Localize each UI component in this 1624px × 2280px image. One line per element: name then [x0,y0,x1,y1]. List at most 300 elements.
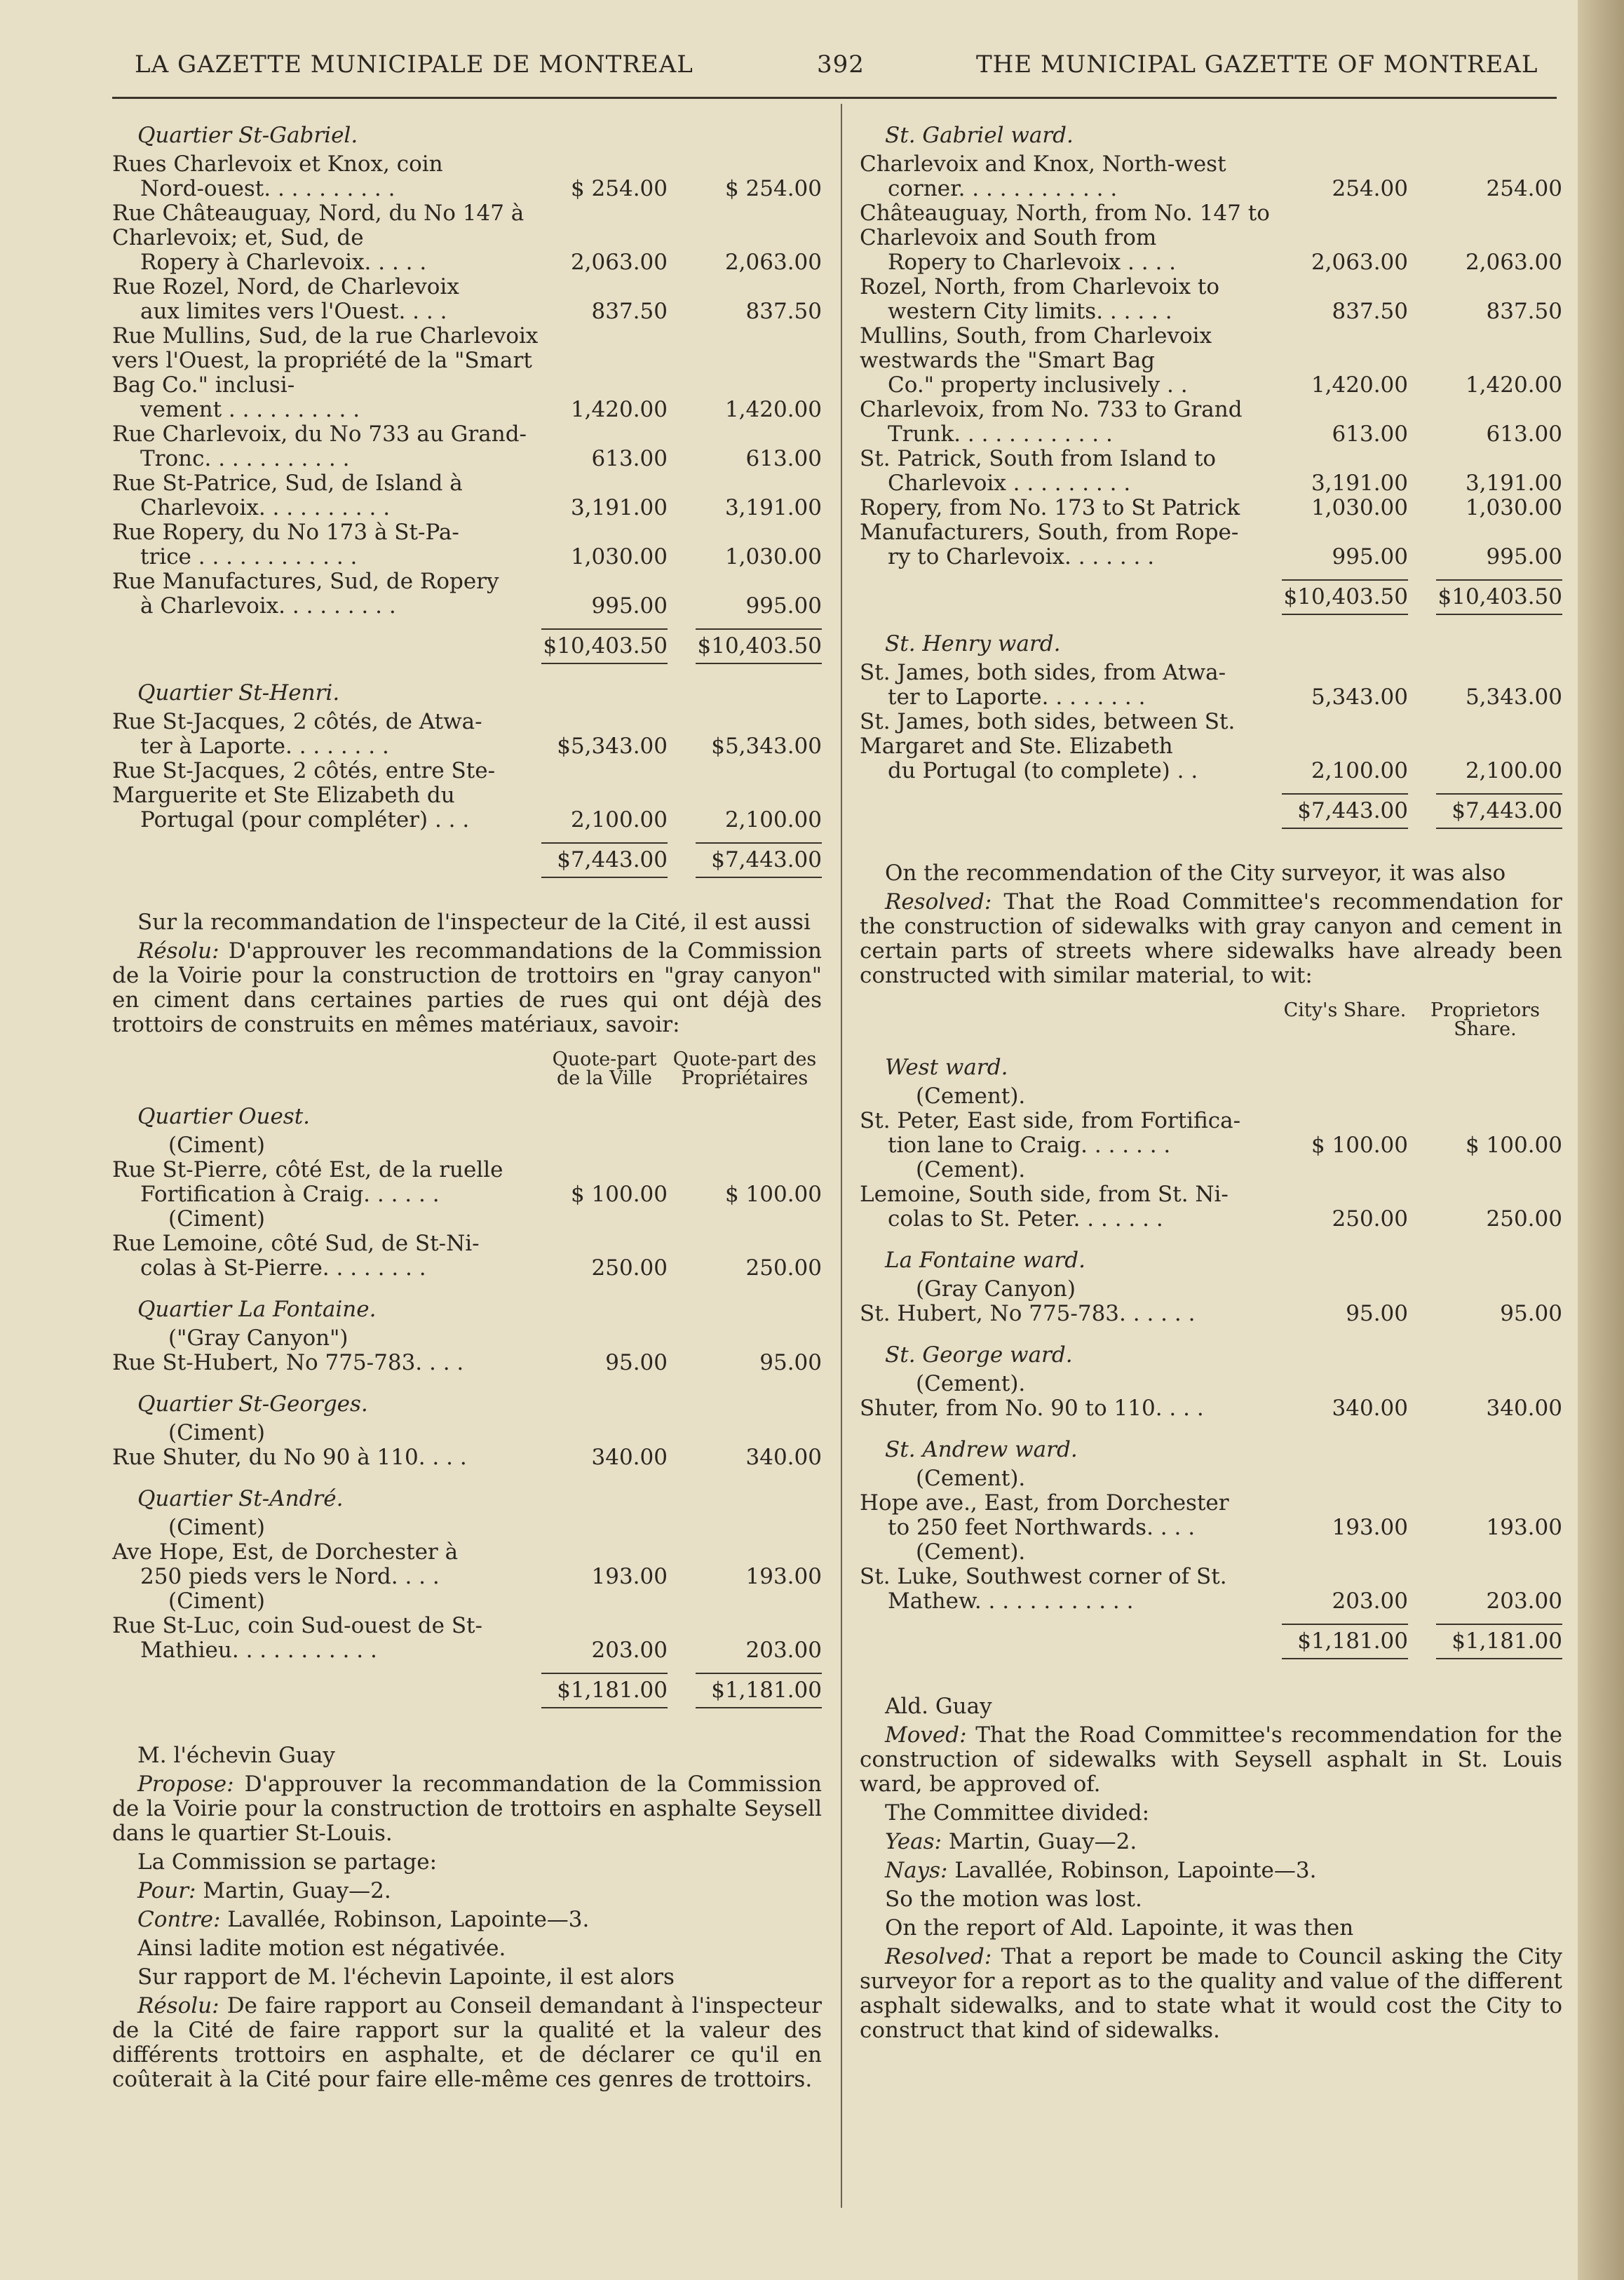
paragraph [860,1830,1562,1854]
row-description [112,1540,541,1589]
paragraph [860,861,1562,886]
row-line-1: St. James, both sides, between St. Margaret and Ste. Elizabeth [860,709,1236,759]
table-row [860,1491,1562,1540]
row-line-1: Rozel, North, from Charlevoix to [860,274,1220,299]
row-line-1: Rue St-Hubert, No 775-783. . . . [112,1350,464,1375]
row-description [860,1109,1282,1158]
paragraph-lead: Pour: [137,1878,196,1903]
paragraph [112,1936,822,1961]
total-owner-wrap [668,842,822,878]
city-share-value: 203.00 [591,1638,668,1663]
total-owner: $10,403.50 [1436,579,1562,615]
section-title: West ward. [885,1055,1008,1080]
material-note: (Cement). [916,1371,1026,1396]
table-row [860,398,1562,447]
paragraph-text: Lavallée, Robinson, Lapointe—3. [954,1858,1317,1883]
city-share-value: 250.00 [591,1255,668,1281]
row-line-2: colas to St. Peter. . . . . . . [888,1206,1163,1232]
row-line-2: ry to Charlevoix. . . . . . . [888,544,1155,569]
paragraph-text: Martin, Guay—2. [948,1829,1137,1854]
spacer [112,1708,822,1739]
row-description [112,569,541,619]
row-line-1: Rue Shuter, du No 90 à 110. . . . [112,1445,467,1470]
paragraph [860,1916,1562,1941]
row-line-1: Hope ave., East, from Dorchester [860,1490,1229,1516]
total-owner: $7,443.00 [1436,793,1562,829]
table-row [860,1396,1562,1421]
row-line-2: du Portugal (to complete) . . [888,758,1198,783]
row-line-1: Rue Rozel, Nord, de Charlevoix [112,274,459,299]
paragraph-text: Martin, Guay—2. [203,1878,391,1903]
row-description [860,710,1282,783]
paragraph [112,1850,822,1875]
row-description [860,1396,1282,1421]
row-description [112,1445,541,1470]
row-line-1: St. Hubert, No 775-783. . . . . . [860,1301,1196,1326]
table-row [112,759,822,832]
table-row [860,496,1562,520]
city-share-value: 5,343.00 [1311,684,1408,710]
section-title: St. Gabriel ward. [885,123,1074,148]
city-share-value: $5,343.00 [557,734,668,759]
row-line-2: ter to Laporte. . . . . . . . [888,684,1146,710]
owner-share-value: 193.00 [1486,1515,1562,1540]
city-share-value: 193.00 [1332,1515,1408,1540]
owner-share-value: $ 100.00 [1465,1133,1562,1158]
city-share-value: 250.00 [1332,1206,1408,1232]
paragraph-lead: Contre: [137,1907,221,1932]
page-edge [1578,0,1624,2280]
row-line-2: Mathieu. . . . . . . . . . . [140,1638,377,1663]
row-line-1: St. James, both sides, from Atwa- [860,660,1226,685]
row-description [860,201,1282,275]
paragraph [860,1801,1562,1826]
material-note: (Cement). [916,1157,1026,1182]
total-city: $1,181.00 [541,1673,668,1708]
row-line-2: to 250 feet Northwards. . . . [888,1515,1196,1540]
table-row [860,520,1562,569]
owner-share-value: 613.00 [1486,421,1562,447]
paragraph-text: That the Road Committee's recommendation for the construction of sidewalks with gray canyon and cement in certain parts of streets where sidewalks have already been constructed with similar material, to wit: [860,889,1562,988]
total-city: $7,443.00 [541,842,668,878]
paragraph-lead: Yeas: [885,1829,942,1854]
table-row [860,1565,1562,1614]
row-line-2: Tronc. . . . . . . . . . . [140,446,350,471]
row-description [112,1158,541,1207]
owner-share-value: 2,100.00 [724,807,822,832]
table-row [860,447,1562,496]
owner-share-value: $5,343.00 [711,734,822,759]
material-note: (Ciment) [168,1588,265,1614]
row-description [860,398,1282,447]
table-row [860,710,1562,783]
row-description [112,1614,541,1663]
paragraph [112,939,822,1037]
owner-share-value: $ 254.00 [724,176,822,201]
row-description [860,661,1282,710]
city-share-value: 1,420.00 [1311,372,1408,398]
city-share-value: 203.00 [1332,1588,1408,1614]
paragraph-text: Lavallée, Robinson, Lapointe—3. [227,1907,590,1932]
section-title: St. Andrew ward. [885,1437,1078,1462]
paragraph-text: D'approuver les recommandations de la Commission de la Voirie pour la construction de trottoirs en "gray canyon" en ciment dans certaines parties de rues qui ont déjà des trottoirs de construits en mêmes matériaux, savoir: [112,938,822,1037]
table-row [112,1232,822,1281]
city-share-value: 1,030.00 [1311,495,1408,520]
row-description [112,275,541,324]
row-description [112,710,541,759]
section-title: La Fontaine ward. [885,1248,1085,1273]
row-line-1: Shuter, from No. 90 to 110. . . . [860,1396,1204,1421]
city-share-value: 2,063.00 [1311,250,1408,275]
total-row [112,628,822,664]
row-line-2: Fortification à Craig. . . . . . [140,1182,440,1207]
row-line-1: Charlevoix, from No. 733 to Grand [860,397,1243,422]
col-head-city: Quote-part de la Ville [552,1048,657,1089]
row-description [860,1182,1282,1232]
paragraph-lead: Propose: [137,1772,234,1797]
owner-share-value: 613.00 [745,446,822,471]
owner-share-value: 1,420.00 [724,397,822,422]
table-row [860,661,1562,710]
total-city: $10,403.50 [1282,579,1408,615]
table-row [112,1445,822,1470]
row-line-1: Rue Mullins, Sud, de la rue Charlevoix vers l'Ouest, la propriété de la "Smart Bag Co." inclusi- [112,323,539,398]
table-row [860,275,1562,324]
paragraph-text: Sur la recommandation de l'inspecteur de la Cité, il est aussi [137,910,811,935]
city-share-value: 2,100.00 [1311,758,1408,783]
material-note: ("Gray Canyon") [168,1325,349,1351]
row-line-1: Rue St-Jacques, 2 côtés, de Atwa- [112,709,482,734]
total-owner-wrap [668,1673,822,1708]
row-description [112,520,541,569]
row-line-2: Ropery to Charlevoix . . . . [888,250,1177,275]
row-line-1: Mullins, South, from Charlevoix westwards the "Smart Bag [860,323,1212,373]
owner-share-value: 340.00 [745,1445,822,1470]
row-line-1: St. Luke, Southwest corner of St. [860,1564,1227,1589]
material-note: (Ciment) [168,1206,265,1232]
paragraph-text: D'approuver la recommandation de la Commission de la Voirie pour la construction de trottoirs en asphalte Seysell dans le quartier St-Louis. [112,1772,822,1846]
row-line-1: Rue St-Patrice, Sud, de Island à [112,471,463,496]
row-line-1: Manufacturers, South, from Rope- [860,520,1239,545]
material-note: (Cement). [916,1084,1026,1109]
city-share-value: 1,420.00 [570,397,668,422]
paragraph-text: That a report be made to Council asking the City surveyor for a report as to the quality and value of the different asphalt sidewalks, and to state what it would cost the City to construct that kind of sidewalks. [860,1944,1562,2043]
city-share-value: 1,030.00 [570,544,668,569]
row-line-2: 250 pieds vers le Nord. . . . [140,1564,440,1589]
table-row [112,275,822,324]
city-share-value: 613.00 [1332,421,1408,447]
row-line-2: Nord-ouest. . . . . . . . . . [140,176,395,201]
owner-share-value: 203.00 [745,1638,822,1663]
row-description [860,275,1282,324]
row-line-2: Co." property inclusively . . [888,372,1188,398]
paragraph [860,890,1562,988]
page-number: 392 [817,50,865,79]
row-line-1: Rue St-Pierre, côté Est, de la ruelle [112,1157,503,1182]
city-share-value: 995.00 [591,593,668,619]
row-line-2: Ropery, from No. 173 to St Patrick [860,495,1240,520]
city-share-value: $ 100.00 [570,1182,668,1207]
table-row [112,1351,822,1375]
owner-share-value: 340.00 [1486,1396,1562,1421]
row-line-1: Châteauguay, North, from No. 147 to Charlevoix and South from [860,201,1270,250]
row-line-2: Mathew. . . . . . . . . . . . [888,1588,1134,1614]
row-line-1: Rue St-Jacques, 2 côtés, entre Ste-Marguerite et Ste Elizabeth du [112,758,496,808]
row-line-1: Lemoine, South side, from St. Ni- [860,1182,1229,1207]
row-description [112,471,541,520]
header-rule [112,97,1557,99]
owner-share-value: $ 100.00 [724,1182,822,1207]
city-share-value: 3,191.00 [570,495,668,520]
paragraph [112,1879,822,1903]
total-row [112,842,822,878]
table-row [112,422,822,471]
paragraph [112,1994,822,2092]
paragraph-lead: Résolu: [137,938,219,964]
row-line-2: colas à St-Pierre. . . . . . . . [140,1255,426,1281]
paragraph [860,1887,1562,1912]
table-row [112,152,822,201]
owner-share-value: 995.00 [1486,544,1562,569]
row-description [860,520,1282,569]
row-line-1: St. Patrick, South from Island to [860,446,1217,471]
total-row [112,1673,822,1708]
row-line-2: à Charlevoix. . . . . . . . . [140,593,396,619]
material-note: (Ciment) [168,1133,265,1158]
row-description [112,152,541,201]
french-column [112,105,822,2092]
owner-share-value: 95.00 [1500,1301,1562,1326]
material-note: (Ciment) [168,1515,265,1540]
total-city: $10,403.50 [541,628,668,664]
col-head-owner: Proprietors Share. [1430,999,1540,1040]
row-line-2: Charlevoix. . . . . . . . . . [140,495,391,520]
paragraph-text: Ald. Guay [885,1694,992,1719]
paragraph [112,1908,822,1932]
paragraph [112,910,822,935]
section-title: Quartier Ouest. [137,1104,311,1129]
row-description [860,1302,1282,1326]
section-title: Quartier St-Henri. [137,680,340,706]
owner-share-value: 5,343.00 [1465,684,1562,710]
city-share-value: 193.00 [591,1564,668,1589]
paragraph [112,1772,822,1846]
table-row [860,324,1562,398]
material-note: (Gray Canyon) [916,1276,1076,1302]
city-share-value: 95.00 [1346,1301,1408,1326]
table-row [860,1109,1562,1158]
paragraph-text: So the motion was lost. [885,1887,1142,1912]
paragraph-lead: Nays: [885,1858,948,1883]
section-title: St. George ward. [885,1342,1073,1368]
spacer [860,1659,1562,1690]
material-note: (Cement). [916,1466,1026,1491]
paragraph [860,1859,1562,1883]
owner-share-value: 837.50 [1486,299,1562,324]
section-title: Quartier La Fontaine. [137,1297,377,1322]
row-description [860,447,1282,496]
row-description [860,1491,1282,1540]
total-owner: $1,181.00 [696,1673,822,1708]
row-line-1: Rue Châteauguay, Nord, du No 147 à Charlevoix; et, Sud, de [112,201,525,250]
total-row [860,1624,1562,1659]
city-share-value: $ 100.00 [1311,1133,1408,1158]
row-line-1: Rue Charlevoix, du No 733 au Grand- [112,421,527,447]
paragraph-text: M. l'échevin Guay [137,1743,335,1768]
city-share-value: 3,191.00 [1311,471,1408,496]
total-owner-wrap [1408,793,1562,829]
owner-share-value: 250.00 [745,1255,822,1281]
table-row [112,471,822,520]
row-line-2: Trunk. . . . . . . . . . . . [888,421,1113,447]
paragraph-text: On the report of Ald. Lapointe, it was then [885,1915,1354,1941]
paragraph-text: Ainsi ladite motion est négativée. [137,1936,506,1961]
paragraph-text: De faire rapport au Conseil demandant à l'inspecteur de la Cité de faire rapport sur la qualité et la valeur des différents trottoirs en asphalte, et de déclarer ce qu'il en coûterait à la Cité pour faire elle-même ces genres de trottoirs. [112,1993,822,2092]
total-row [860,579,1562,615]
table-row [112,1614,822,1663]
row-line-1: Rue Lemoine, côté Sud, de St-Ni- [112,1231,480,1256]
spacer [860,829,1562,857]
row-line-1: St. Peter, East side, from Fortifica- [860,1108,1241,1133]
table-row [112,520,822,569]
paragraph-text: On the recommendation of the City surveyor, it was also [885,861,1506,886]
total-owner-wrap [1408,579,1562,615]
row-line-2: Portugal (pour compléter) . . . [140,807,470,832]
total-row [860,793,1562,829]
row-line-2: aux limites vers l'Ouest. . . . [140,299,447,324]
total-owner: $10,403.50 [696,628,822,664]
table-row [860,1182,1562,1232]
column-divider [841,104,842,2208]
row-description [112,324,541,422]
row-line-1: Rue St-Luc, coin Sud-ouest de St- [112,1613,482,1638]
paragraph-text: The Committee divided: [885,1800,1150,1826]
paragraph [112,1965,822,1990]
section-title: St. Henry ward. [885,631,1061,656]
section-title: Quartier St-André. [137,1486,344,1511]
row-line-2: trice . . . . . . . . . . . . [140,544,358,569]
city-share-value: $ 254.00 [570,176,668,201]
city-share-value: 2,063.00 [570,250,668,275]
owner-share-value: 2,063.00 [1465,250,1562,275]
row-line-2: vement . . . . . . . . . . [140,397,360,422]
table-row [860,152,1562,201]
table-row [112,710,822,759]
row-line-2: corner. . . . . . . . . . . . [888,176,1118,201]
row-line-2: ter à Laporte. . . . . . . . [140,734,389,759]
paragraph-lead: Résolu: [137,1993,219,2018]
city-share-value: 340.00 [591,1445,668,1470]
paragraph-text: Sur rapport de M. l'échevin Lapointe, il est alors [137,1964,675,1990]
paragraph-lead: Moved: [885,1722,967,1748]
owner-share-value: 193.00 [745,1564,822,1589]
owner-share-value: 95.00 [759,1350,822,1375]
section-title: Quartier St-Georges. [137,1391,368,1417]
row-line-1: Rue Manufactures, Sud, de Ropery [112,569,499,594]
total-owner-wrap [668,628,822,664]
material-note: (Ciment) [168,1420,265,1445]
owner-share-value: 254.00 [1486,176,1562,201]
material-note: (Cement). [916,1539,1026,1565]
city-share-value: 837.50 [591,299,668,324]
row-description [112,201,541,275]
row-line-2: tion lane to Craig. . . . . . . [888,1133,1171,1158]
table-row [112,1540,822,1589]
total-owner-wrap [1408,1624,1562,1659]
row-description [860,324,1282,398]
owner-share-value: 250.00 [1486,1206,1562,1232]
section-title: Quartier St-Gabriel. [137,123,358,148]
table-row [112,324,822,422]
row-line-1: Charlevoix and Knox, North-west [860,151,1226,177]
col-head-city: City's Share. [1283,999,1407,1021]
row-description [860,496,1282,520]
spacer [112,878,822,906]
row-line-2: Ropery à Charlevoix. . . . . [140,250,427,275]
city-share-value: 995.00 [1332,544,1408,569]
row-description [112,1232,541,1281]
total-city: $7,443.00 [1282,793,1408,829]
table-row [112,569,822,619]
header-right-title: THE MUNICIPAL GAZETTE OF MONTREAL [976,50,1538,79]
owner-share-value: 2,063.00 [724,250,822,275]
table-row [860,1302,1562,1326]
owner-share-value: 3,191.00 [724,495,822,520]
owner-share-value: 2,100.00 [1465,758,1562,783]
paragraph [860,1945,1562,2043]
col-head-owner: Quote-part des Propriétaires [672,1048,817,1089]
owner-share-value: 837.50 [745,299,822,324]
total-city: $1,181.00 [1282,1624,1408,1659]
owner-share-value: 3,191.00 [1465,471,1562,496]
paragraph-lead: Resolved: [885,889,992,915]
paragraph [860,1694,1562,1719]
owner-share-value: 1,420.00 [1465,372,1562,398]
row-line-1: Rue Ropery, du No 173 à St-Pa- [112,520,459,545]
paragraph-lead: Resolved: [885,1944,992,1969]
total-owner: $1,181.00 [1436,1624,1562,1659]
table-row [112,1158,822,1207]
city-share-value: 340.00 [1332,1396,1408,1421]
city-share-value: 95.00 [605,1350,668,1375]
row-description [112,1351,541,1375]
row-description [860,152,1282,201]
paragraph [860,1723,1562,1797]
city-share-value: 2,100.00 [570,807,668,832]
owner-share-value: 203.00 [1486,1588,1562,1614]
city-share-value: 254.00 [1332,176,1408,201]
owner-share-value: 1,030.00 [1465,495,1562,520]
row-description [860,1565,1282,1614]
row-description [112,759,541,832]
paragraph-text: La Commission se partage: [137,1849,438,1875]
row-line-2: Charlevoix . . . . . . . . . [888,471,1131,496]
row-line-1: Rues Charlevoix et Knox, coin [112,151,443,177]
paragraph [112,1743,822,1768]
column-headings [112,1050,822,1088]
row-description [112,422,541,471]
owner-share-value: 995.00 [745,593,822,619]
owner-share-value: 1,030.00 [724,544,822,569]
row-line-2: western City limits. . . . . . [888,299,1172,324]
column-headings [860,1001,1562,1039]
header-left-title: LA GAZETTE MUNICIPALE DE MONTREAL [135,50,693,79]
row-line-1: Ave Hope, Est, de Dorchester à [112,1539,459,1565]
city-share-value: 837.50 [1332,299,1408,324]
total-owner: $7,443.00 [696,842,822,878]
paragraph-text: That the Road Committee's recommendation for the construction of sidewalks with Seysell asphalt in St. Louis ward, be approved of. [860,1722,1563,1797]
table-row [112,201,822,275]
